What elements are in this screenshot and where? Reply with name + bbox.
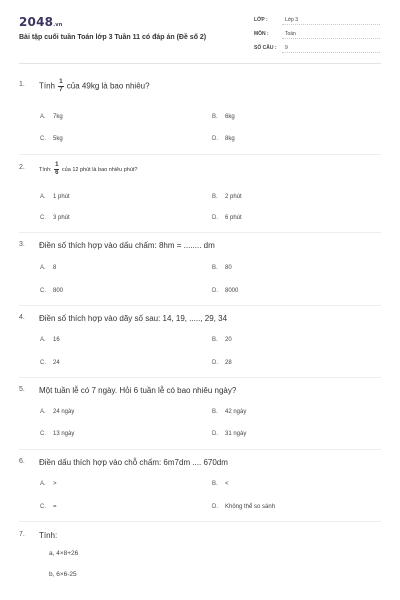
option-text: 2 phút [225, 194, 242, 200]
fraction [58, 79, 63, 94]
option-text: 6 phút [225, 215, 242, 221]
option-text: 800 [53, 288, 64, 294]
option-letter: C. [40, 215, 46, 221]
subquestion-b: b, 6×6-25 [49, 571, 77, 578]
option-d[interactable] [212, 360, 232, 366]
option-c[interactable] [40, 504, 57, 510]
option-letter: A. [40, 481, 46, 487]
option-letter: B. [212, 337, 218, 343]
question-text: Điền số thích hợp vào dãy số sau: 14, 19, ....., 29, 34 [39, 314, 228, 323]
option-a[interactable] [40, 114, 63, 120]
question-number: 3. [19, 241, 25, 248]
option-text: 3 phút [53, 215, 70, 221]
question-5 [19, 386, 381, 451]
question-4 [19, 314, 381, 379]
meta-class-key: LỚP : [254, 17, 268, 23]
meta-count-key: SỐ CÂU : [254, 45, 277, 51]
option-text: 13 ngày [53, 431, 75, 437]
option-letter: C. [40, 431, 46, 437]
question-number: 1. [19, 81, 25, 88]
option-b[interactable] [212, 265, 232, 271]
question-7 [19, 531, 381, 591]
option-b[interactable] [212, 481, 229, 487]
fraction-numerator: 1 [55, 162, 59, 168]
option-letter: B. [212, 265, 218, 271]
option-letter: A. [40, 337, 46, 343]
question-1 [19, 81, 381, 161]
fraction-denominator: 6 [55, 170, 59, 176]
site-logo[interactable] [19, 15, 63, 29]
option-letter: C. [40, 136, 46, 142]
option-text: 5kg [53, 136, 63, 142]
option-d[interactable] [212, 215, 242, 221]
option-letter: D. [212, 360, 218, 366]
question-divider [19, 154, 381, 155]
logo-number: 2048 [19, 15, 54, 29]
option-text: 20 [225, 337, 232, 343]
option-a[interactable] [40, 194, 70, 200]
question-divider [19, 449, 381, 450]
meta-subject-key: MÔN : [254, 31, 269, 37]
question-text [39, 162, 137, 177]
option-text: 7kg [53, 114, 63, 120]
option-c[interactable] [40, 431, 74, 437]
option-b[interactable] [212, 114, 235, 120]
question-divider [19, 232, 381, 233]
option-letter: B. [212, 194, 218, 200]
meta-count-value: 9 [285, 45, 288, 51]
option-letter: A. [40, 409, 46, 415]
question-number: 7. [19, 531, 25, 538]
question-number: 2. [19, 164, 25, 171]
option-a[interactable] [40, 265, 56, 271]
question-text-post: của 49kg là bao nhiêu? [64, 81, 150, 91]
option-text: = [53, 504, 57, 510]
option-text: 28 [225, 360, 232, 366]
question-text-pre: Tính: [39, 166, 54, 173]
option-text: Không thể so sánh [225, 504, 276, 510]
option-letter: D. [212, 288, 218, 294]
meta-class-value: Lớp 3 [285, 17, 299, 23]
meta-class [254, 17, 380, 27]
option-d[interactable] [212, 431, 246, 437]
option-c[interactable] [40, 215, 70, 221]
question-number: 5. [19, 386, 25, 393]
option-text: 24 ngày [53, 409, 75, 415]
logo-suffix: .vn [53, 22, 63, 28]
question-text: Điền số thích hợp vào dấu chấm: 8hm = ........ dm [39, 241, 215, 250]
option-letter: B. [212, 409, 218, 415]
question-3 [19, 241, 381, 306]
option-c[interactable] [40, 360, 60, 366]
option-letter: C. [40, 288, 46, 294]
option-text: 42 ngày [225, 409, 247, 415]
header-divider [19, 63, 381, 64]
meta-class-line [282, 24, 380, 25]
option-letter: C. [40, 504, 46, 510]
option-text: 8000 [225, 288, 239, 294]
option-text: 8kg [225, 136, 235, 142]
question-number: 4. [19, 314, 25, 321]
fraction-denominator: 7 [59, 87, 63, 93]
fraction-numerator: 1 [59, 79, 63, 85]
question-text-pre: Tính [39, 81, 58, 91]
option-a[interactable] [40, 337, 60, 343]
question-text: Tính: [39, 531, 58, 540]
meta-count-line [282, 52, 380, 53]
option-b[interactable] [212, 337, 232, 343]
option-text: 31 ngày [225, 431, 247, 437]
option-text: 6kg [225, 114, 235, 120]
option-text: 16 [53, 337, 60, 343]
question-divider [19, 521, 381, 522]
subquestion-a: a, 4×8+26 [49, 550, 79, 557]
option-letter: B. [212, 481, 218, 487]
option-letter: A. [40, 114, 46, 120]
option-d[interactable] [212, 288, 238, 294]
option-letter: B. [212, 114, 218, 120]
option-text: 1 phút [53, 194, 70, 200]
option-text: 80 [225, 265, 232, 271]
fraction [54, 162, 59, 177]
option-text: < [225, 481, 229, 487]
meta-subject-line [282, 38, 380, 39]
option-text: 8 [53, 265, 57, 271]
meta-subject [254, 31, 380, 41]
question-text: Một tuần lễ có 7 ngày. Hỏi 6 tuần lễ có bao nhiêu ngày? [39, 386, 237, 395]
meta-question-count [254, 45, 380, 55]
option-c[interactable] [40, 136, 63, 142]
option-b[interactable] [212, 194, 242, 200]
option-text: 24 [53, 360, 60, 366]
option-a[interactable] [40, 481, 57, 487]
option-letter: A. [40, 194, 46, 200]
option-d[interactable] [212, 504, 275, 510]
option-text: > [53, 481, 57, 487]
option-letter: C. [40, 360, 46, 366]
option-letter: D. [212, 504, 218, 510]
option-b[interactable] [212, 409, 246, 415]
option-letter: A. [40, 265, 46, 271]
option-a[interactable] [40, 409, 74, 415]
question-text: Điền dấu thích hợp vào chỗ chấm: 6m7dm .... 670dm [39, 458, 228, 467]
option-c[interactable] [40, 288, 63, 294]
document-title: Bài tập cuối tuần Toán lớp 3 Tuần 11 có đáp án (Đề số 2) [19, 34, 207, 41]
question-2 [19, 164, 381, 234]
option-letter: D. [212, 215, 218, 221]
option-letter: D. [212, 136, 218, 142]
question-text-post: của 12 phút là bao nhiêu phút? [60, 166, 138, 173]
question-divider [19, 377, 381, 378]
option-letter: D. [212, 431, 218, 437]
option-d[interactable] [212, 136, 235, 142]
question-6 [19, 458, 381, 523]
question-text [39, 79, 150, 94]
meta-subject-value: Toán [285, 31, 296, 37]
question-number: 6. [19, 458, 25, 465]
question-divider [19, 305, 381, 306]
